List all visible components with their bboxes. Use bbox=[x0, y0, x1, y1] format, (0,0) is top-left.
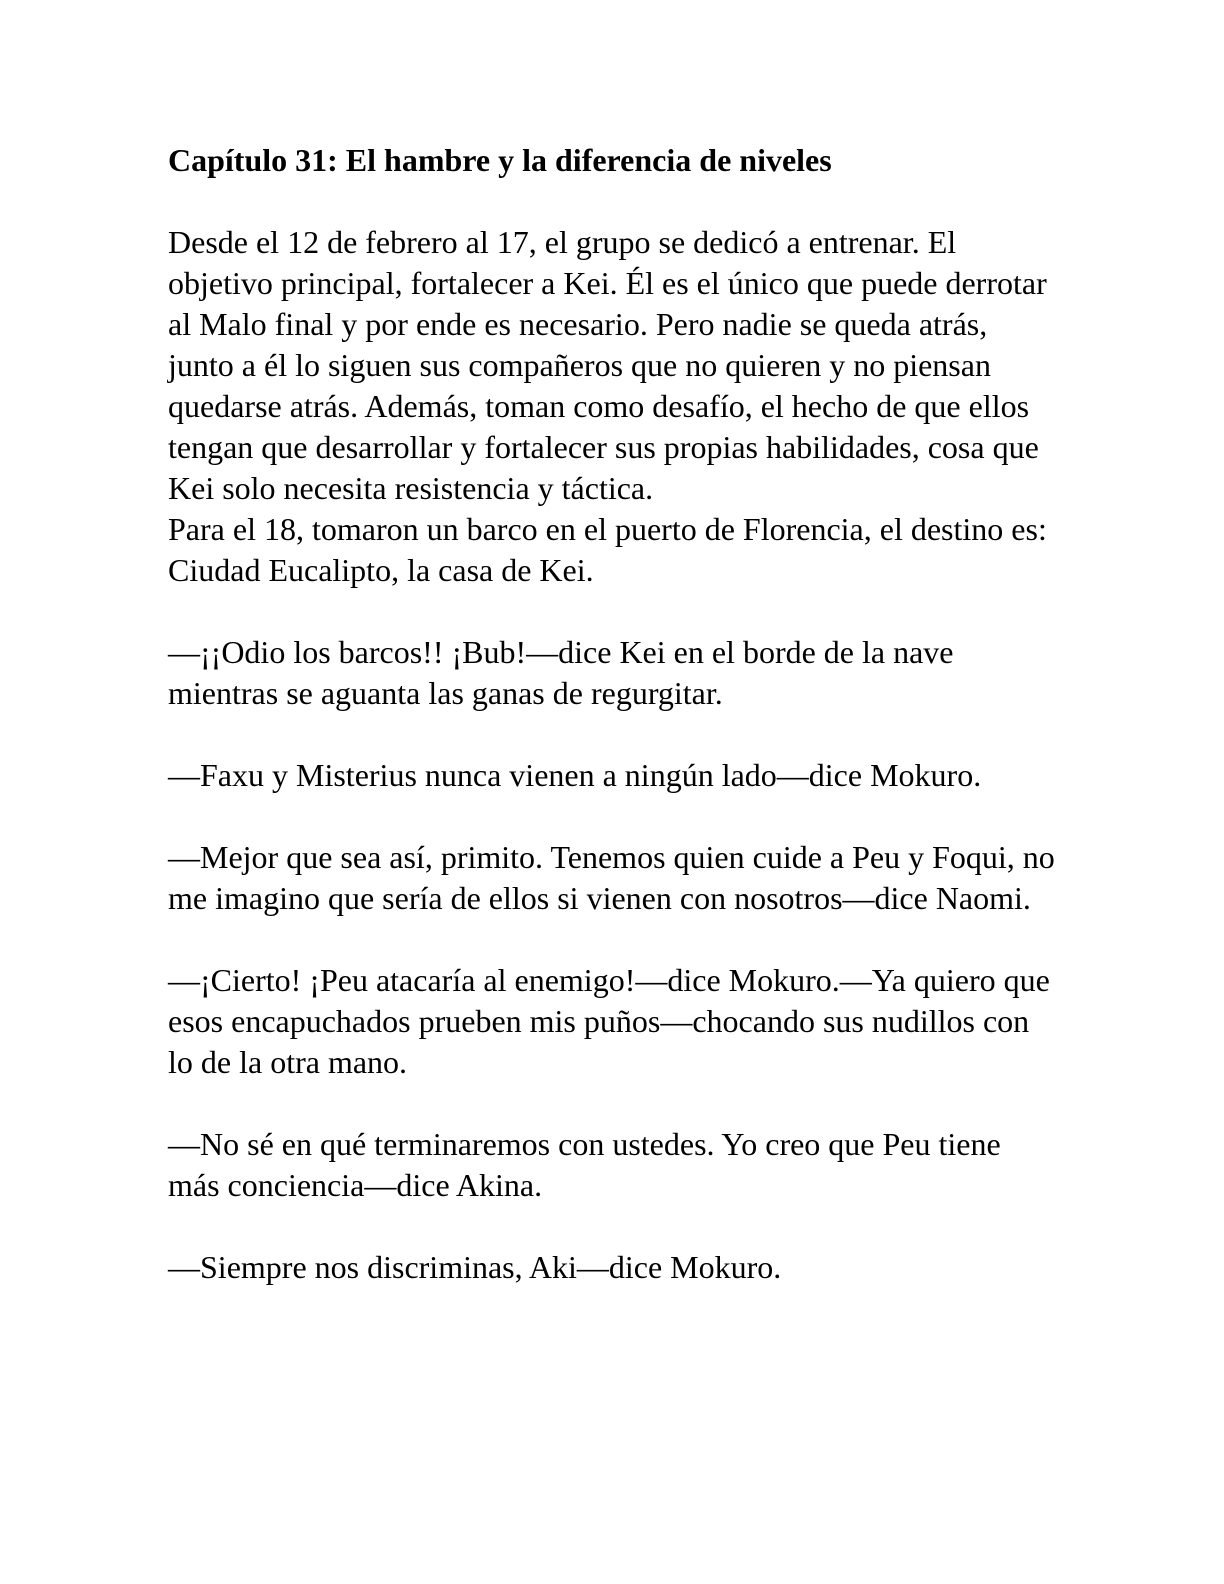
paragraph-training: Desde el 12 de febrero al 17, el grupo se dedicó a entrenar. El objetivo principal, fortalecer a Kei. Él es el único que puede derrotar al Malo final y por ende es necesario. Pero nadie se queda atrás, junto a él lo siguen sus compañeros que no quieren y no piensan quedarse atrás. Además, toman como desafío, el hecho de que ellos tengan que desarrollar y fortalecer sus propias habilidades, cosa que Kei solo necesita resistencia y táctica. bbox=[168, 224, 1047, 506]
dialogue-line: —¡¡Odio los barcos!! ¡Bub!—dice Kei en el borde de la nave mientras se aguanta las ganas de regurgitar. bbox=[168, 634, 954, 711]
dialogue-line: —¡Cierto! ¡Peu atacaría al enemigo!—dice Mokuro.—Ya quiero que esos encapuchados prueben mis puños—chocando sus nudillos con lo de la otra mano. bbox=[168, 962, 1050, 1080]
dialogue-line: —Faxu y Misterius nunca vienen a ningún lado—dice Mokuro. bbox=[168, 757, 982, 793]
paragraph-boat: Para el 18, tomaron un barco en el puerto de Florencia, el destino es: Ciudad Eucalipto, la casa de Kei. bbox=[168, 511, 1047, 588]
dialogue-line: —Siempre nos discriminas, Aki—dice Mokuro. bbox=[168, 1249, 782, 1285]
dialogue-line: —Mejor que sea así, primito. Tenemos quien cuide a Peu y Foqui, no me imagino que sería de ellos si vienen con nosotros—dice Naomi. bbox=[168, 839, 1055, 916]
chapter-title: Capítulo 31: El hambre y la diferencia de niveles bbox=[168, 142, 832, 178]
dialogue-line: —No sé en qué terminaremos con ustedes. Yo creo que Peu tiene más conciencia—dice Akina. bbox=[168, 1126, 1001, 1203]
document-page bbox=[168, 140, 1058, 1288]
